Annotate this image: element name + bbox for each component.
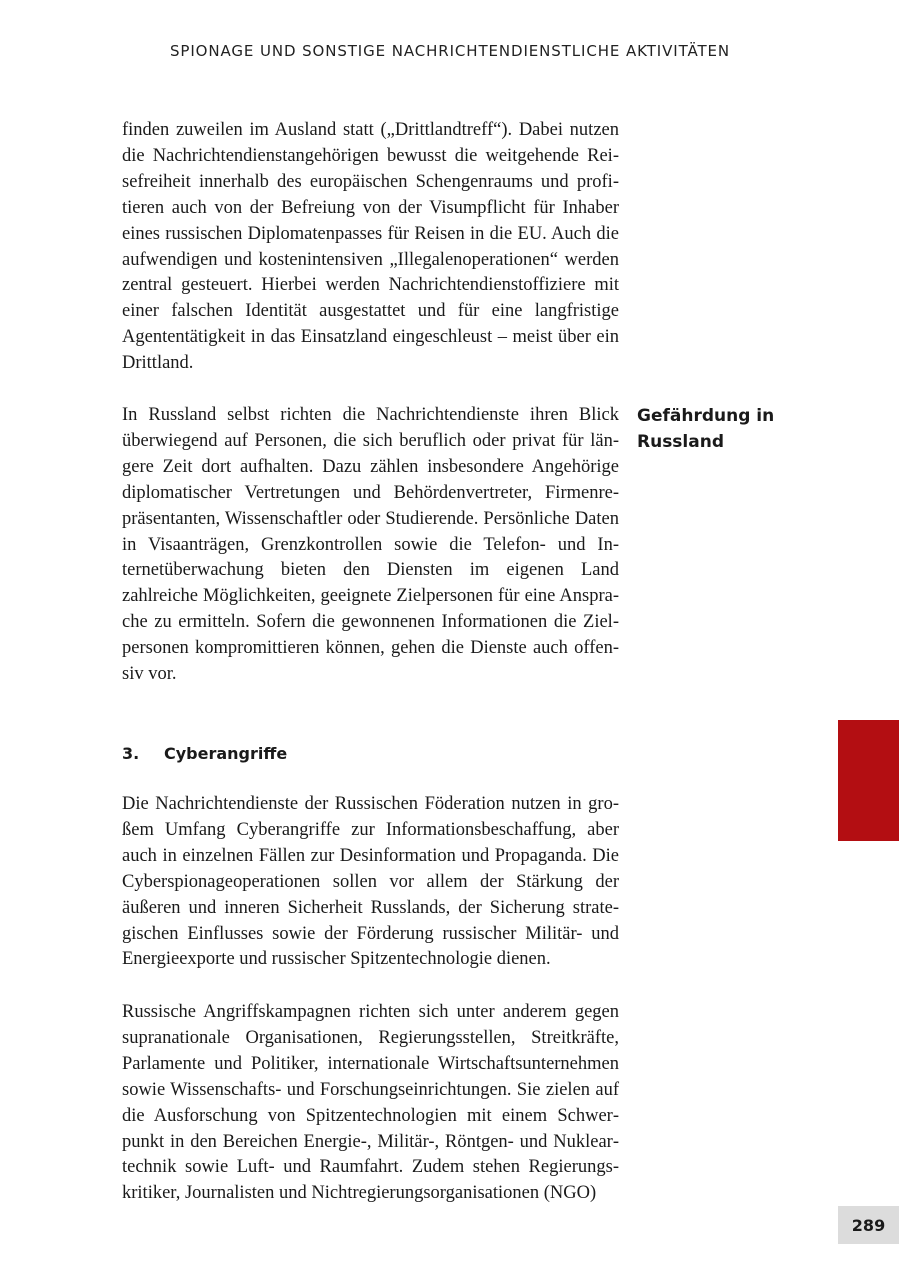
chapter-tab-marker (838, 720, 899, 841)
body-paragraph-4: Russische Angriffskampagnen richten sich unter anderem gegen supranationale Organisationen, Regierungsstellen, Streitkräfte, Parlamente und Politiker, internationale Wirtschaftsunternehmen sowie Wissenschafts- und Forschungseinrichtungen. Sie zielen auf die Ausforschung von Spitzentechnologien mit einem Schwerpunkt in den Bereichen Energie-, Militär-, Röntgen- und Nukleartechnik sowie Luft- und Raumfahrt. Zudem stehen Regierungskritiker, Journalisten und Nichtregierungsorganisationen (NGO) (122, 1002, 619, 1204)
margin-note: Gefährdung in Russland (637, 406, 775, 452)
body-paragraph-1: finden zuweilen im Ausland statt („Drittlandtreff“). Dabei nutzen die Nachrichtendienstangehörigen bewusst die weitgehende Reisefreiheit innerhalb des europäischen Schengenraums und profitieren auch von der Befreiung von der Visumpflicht für Inhaber eines russischen Diplomatenpasses für Reisen in die EU. Auch die aufwendigen und kostenintensiven „Illegalenoperationen“ werden zentral gesteuert. Hierbei werden Nachrichtendienstoffiziere mit einer falschen Identität ausgestattet und für eine langfristige Agententätigkeit in das Einsatzland eingeschleust – meist über ein Drittland. (122, 120, 619, 374)
section-heading (122, 742, 287, 766)
body-paragraph-3: Die Nachrichtendienste der Russischen Föderation nutzen in großem Umfang Cyberangriffe zur Informationsbeschaffung, aber auch in einzelnen Fällen zur Desinformation und Propaganda. Die Cyberspionageoperationen sollen vor allem der Stärkung der äußeren und inneren Sicherheit Russlands, der Sicherung strategischen Einflusses sowie der Förderung russischer Militär- und Energieexporte und russischer Spitzentechnologie dienen. (122, 794, 619, 970)
body-paragraph-2: In Russland selbst richten die Nachrichtendienste ihren Blick überwiegend auf Personen, die sich beruflich oder privat für längere Zeit dort aufhalten. Dazu zählen insbesondere Angehörige diplomatischer Vertretungen und Behördenvertreter, Firmenrepräsentanten, Wissenschaftler oder Studierende. Persönliche Daten in Visaanträgen, Grenzkontrollen sowie die Telefon- und Internetüberwachung bieten den Diensten im eigenen Land zahlreiche Möglichkeiten, geeignete Zielpersonen für eine Ansprache zu ermitteln. Sofern die gewonnenen Informationen die Zielpersonen kompromittieren können, gehen die Dienste auch offensiv vor. (122, 405, 619, 685)
running-head: SPIONAGE UND SONSTIGE NACHRICHTENDIENSTLICHE AKTIVITÄTEN (169, 42, 731, 60)
section-title: Cyberangriffe (164, 744, 288, 763)
page-number: 289 (838, 1206, 899, 1244)
section-number: 3. (122, 744, 140, 763)
